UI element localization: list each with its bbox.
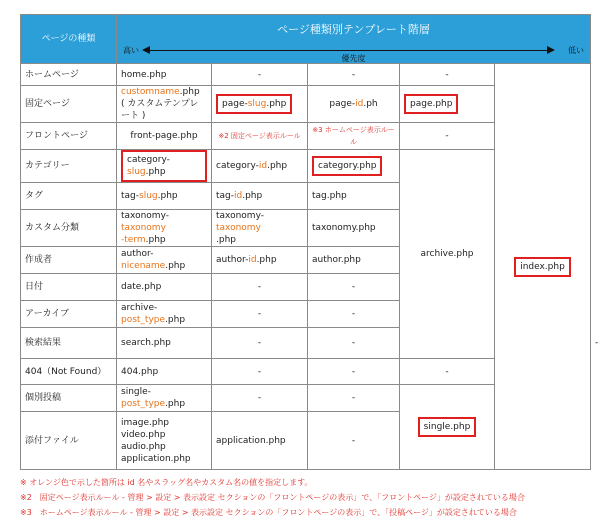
template-cell: date.php xyxy=(117,274,212,301)
template-cell: - xyxy=(308,274,400,301)
priority-label: 優先度 xyxy=(341,54,366,63)
orange-variable: post_type xyxy=(121,399,166,409)
orange-variable: taxonomy xyxy=(121,223,166,233)
row-label: カスタム分類 xyxy=(21,210,117,247)
orange-variable: slug xyxy=(127,167,146,177)
row-label: ホームページ xyxy=(21,64,117,86)
template-cell: - xyxy=(212,274,308,301)
filename-part: .php xyxy=(266,99,287,109)
hierarchy-title: ページ種類別テンプレート階層 xyxy=(277,23,430,36)
orange-variable: slug xyxy=(139,191,158,201)
template-cell: tag.php xyxy=(308,183,400,210)
filename-part: tag- xyxy=(216,191,235,201)
template-cell xyxy=(117,86,212,123)
template-hierarchy-table xyxy=(20,14,599,470)
template-cell: - xyxy=(400,359,495,385)
template-cell: taxonomy.php xyxy=(308,210,400,247)
orange-variable: id xyxy=(248,255,257,265)
archive-cell: archive.php xyxy=(400,150,495,359)
filename-part: .php xyxy=(145,167,166,177)
template-hierarchy-header xyxy=(117,15,591,64)
attachment-file: application.php xyxy=(121,453,191,464)
template-cell: - xyxy=(400,64,495,86)
orange-variable: slug xyxy=(247,99,267,109)
filename-part: .php xyxy=(179,87,200,97)
page-php-highlight: page.php xyxy=(404,94,458,114)
priority-high-label: 高い xyxy=(123,46,139,55)
template-cell: - xyxy=(212,359,308,385)
row-label: フロントページ xyxy=(21,123,117,150)
attachment-file: video.php xyxy=(121,429,166,440)
single-php-highlight: single.php xyxy=(418,417,477,437)
table-header-row xyxy=(21,15,591,64)
row-label: 個別投稿 xyxy=(21,385,117,412)
template-cell xyxy=(400,86,495,123)
template-cell: front-page.php xyxy=(117,123,212,150)
template-cell xyxy=(117,301,212,328)
orange-variable: customname xyxy=(121,87,180,97)
template-cell: - xyxy=(400,123,495,150)
template-cell: - xyxy=(212,301,308,328)
template-cell xyxy=(117,150,212,183)
orange-variable: post_type xyxy=(121,315,166,325)
filename-part: author- xyxy=(121,249,154,259)
template-cell: - xyxy=(308,359,400,385)
row-label: カテゴリー xyxy=(21,150,117,183)
row-label: 検索結果 xyxy=(21,328,117,359)
template-cell: - xyxy=(308,385,400,412)
template-cell xyxy=(308,150,400,183)
row-label: 日付 xyxy=(21,274,117,301)
row-label: アーカイブ xyxy=(21,301,117,328)
filename-part: taxonomy- xyxy=(216,211,264,221)
template-cell: home.php xyxy=(117,64,212,86)
filename-part: .ph xyxy=(363,99,378,109)
orange-variable: id xyxy=(355,99,364,109)
filename-part: author- xyxy=(216,255,249,265)
template-cell: - xyxy=(212,328,308,359)
filename-part: .php xyxy=(157,191,178,201)
template-cell xyxy=(117,210,212,247)
footnotes xyxy=(20,475,590,520)
template-cell: application.php xyxy=(212,412,308,470)
table-row xyxy=(21,64,591,86)
filename-part: .php xyxy=(216,235,236,245)
filename-part: category- xyxy=(127,155,170,165)
template-cell: - xyxy=(212,64,308,86)
priority-arrow xyxy=(149,50,548,51)
template-cell xyxy=(117,385,212,412)
template-cell: author.php xyxy=(308,247,400,274)
home-page-rule-note: ※3 ホームページ表示ルール xyxy=(312,126,395,146)
template-hierarchy-figure xyxy=(20,14,599,520)
filename-part: page- xyxy=(222,99,248,109)
filename-part: .php xyxy=(165,261,186,271)
filename-part: page- xyxy=(329,99,356,109)
filename-part: .php xyxy=(256,255,277,265)
footnote-orange: ※ オレンジ色で示した箇所は id 名やスラッグ名やカスタム名の値を指定します。 xyxy=(20,478,313,487)
priority-low-label: 低い xyxy=(568,46,585,55)
filename-part: taxonomy- xyxy=(121,211,169,221)
filename-part: .php xyxy=(145,235,166,245)
filename-part: .php xyxy=(165,399,186,409)
category-php-highlight: category.php xyxy=(312,156,382,176)
row-label: 固定ページ xyxy=(21,86,117,123)
template-cell xyxy=(117,412,212,470)
template-cell xyxy=(212,247,308,274)
template-cell xyxy=(308,86,400,123)
template-cell xyxy=(212,150,308,183)
page-slug-highlight xyxy=(216,94,292,114)
footnote-2: ※2 固定ページ表示ルール - 管理 > 設定 > 表示設定 セクションの「フロントページの表示」で、「フロントページ」が設定されている場合 xyxy=(20,493,525,502)
template-cell: - xyxy=(308,301,400,328)
template-cell xyxy=(308,123,400,150)
orange-variable: taxonomy xyxy=(216,223,261,233)
row-label: 添付ファイル xyxy=(21,412,117,470)
template-cell: - xyxy=(308,328,400,359)
template-cell: 404.php xyxy=(117,359,212,385)
orange-variable: -term xyxy=(121,235,146,245)
template-cell: - xyxy=(308,412,400,470)
row-label: タグ xyxy=(21,183,117,210)
orange-variable: id xyxy=(234,191,243,201)
template-cell xyxy=(117,247,212,274)
template-cell: search.php xyxy=(117,328,212,359)
template-cell xyxy=(212,123,308,150)
custom-template-note: ( カスタムテンプレート ) xyxy=(121,99,199,121)
filename-part: archive- xyxy=(121,303,158,313)
template-cell xyxy=(212,86,308,123)
front-page-rule-note: ※2 固定ページ表示ルール xyxy=(218,132,301,140)
attachment-file: image.php xyxy=(121,417,170,428)
single-cell xyxy=(400,385,495,470)
orange-variable: id xyxy=(258,161,268,171)
footnote-3: ※3 ホームページ表示ルール - 管理 > 設定 > 表示設定 セクションの「フロントページの表示」で、「投稿ページ」が設定されている場合 xyxy=(20,508,517,517)
template-cell xyxy=(117,183,212,210)
filename-part: single- xyxy=(121,387,151,397)
template-cell xyxy=(212,183,308,210)
orange-variable: nicename xyxy=(121,261,166,271)
template-cell xyxy=(212,210,308,247)
table-row: 検索結果 search.php - - - xyxy=(21,328,591,359)
filename-part: .php xyxy=(267,161,288,171)
filename-part: .php xyxy=(242,191,263,201)
filename-part: .php xyxy=(165,315,186,325)
filename-part: category- xyxy=(216,161,259,171)
attachment-file: audio.php xyxy=(121,441,166,452)
index-php-highlight: index.php xyxy=(514,257,571,277)
template-cell: - xyxy=(212,385,308,412)
category-slug-highlight xyxy=(121,150,207,182)
row-label: 404（Not Found） xyxy=(21,359,117,385)
filename-part: tag- xyxy=(121,191,140,201)
index-cell xyxy=(495,64,591,470)
row-label: 作成者 xyxy=(21,247,117,274)
page-type-header: ページの種類 xyxy=(21,15,117,64)
template-cell: - xyxy=(308,64,400,86)
